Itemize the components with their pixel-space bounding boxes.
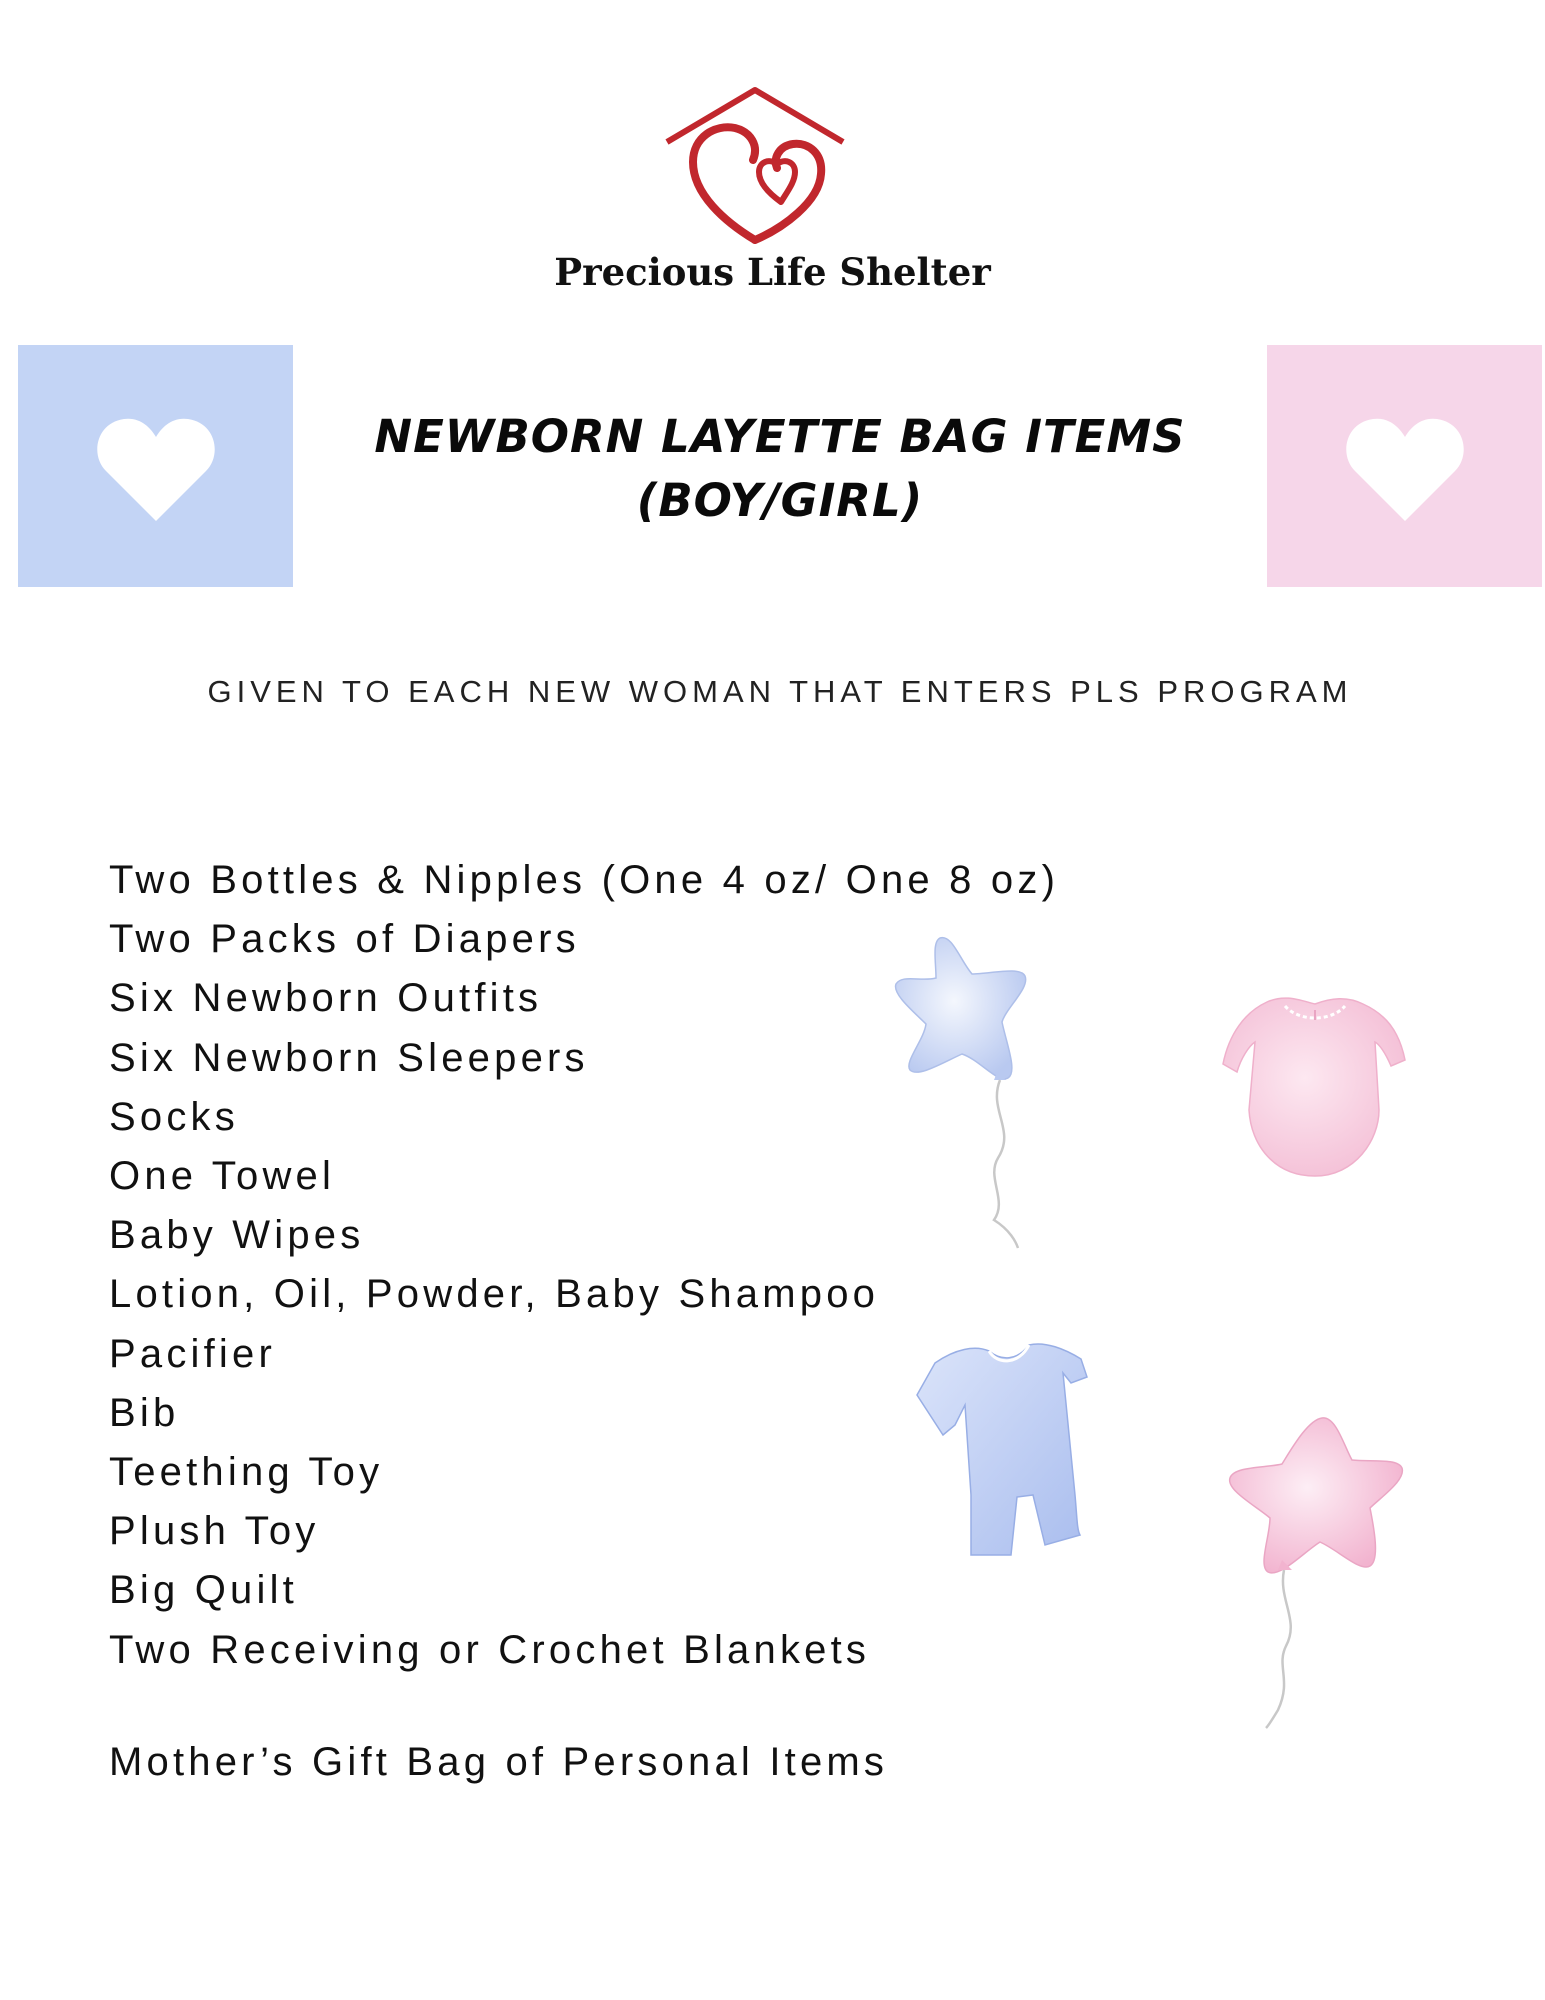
blue-romper-illustration — [905, 1325, 1095, 1560]
list-item: Bib — [109, 1390, 180, 1435]
organization-name: Precious Life Shelter — [554, 250, 991, 294]
list-item: Lotion, Oil, Powder, Baby Shampoo — [109, 1272, 880, 1317]
title-line-2: (BOY/GIRL) — [636, 474, 924, 527]
pink-star-balloon-illustration — [1220, 1410, 1420, 1730]
mother-gift-bag-item: Mother’s Gift Bag of Personal Items — [109, 1740, 889, 1784]
list-item: Baby Wipes — [109, 1213, 365, 1258]
subtitle: GIVEN TO EACH NEW WOMAN THAT ENTERS PLS PROGRAM — [207, 674, 1353, 709]
list-item: Plush Toy — [109, 1509, 320, 1554]
blue-star-balloon-illustration — [890, 930, 1080, 1250]
pink-onesie-illustration — [1215, 980, 1415, 1180]
list-item: Six Newborn Sleepers — [109, 1035, 589, 1080]
heart-icon — [1345, 415, 1465, 523]
title-line-1: NEWBORN LAYETTE BAG ITEMS — [374, 410, 1186, 463]
list-item: Big Quilt — [109, 1568, 298, 1613]
list-item: Two Packs of Diapers — [109, 917, 580, 962]
list-item: Socks — [109, 1094, 239, 1139]
list-item: Teething Toy — [109, 1450, 384, 1495]
list-item: Two Receiving or Crochet Blankets — [109, 1627, 871, 1672]
pink-heart-box — [1267, 345, 1542, 587]
list-item: Two Bottles & Nipples (One 4 oz/ One 8 oz) — [109, 858, 1060, 902]
house-heart-logo — [655, 82, 855, 252]
list-item: One Towel — [109, 1154, 336, 1199]
blue-heart-box — [18, 345, 293, 587]
list-item: Pacifier — [109, 1331, 276, 1376]
page-title — [320, 405, 1240, 533]
heart-icon — [96, 415, 216, 523]
list-item: Six Newborn Outfits — [109, 976, 543, 1021]
